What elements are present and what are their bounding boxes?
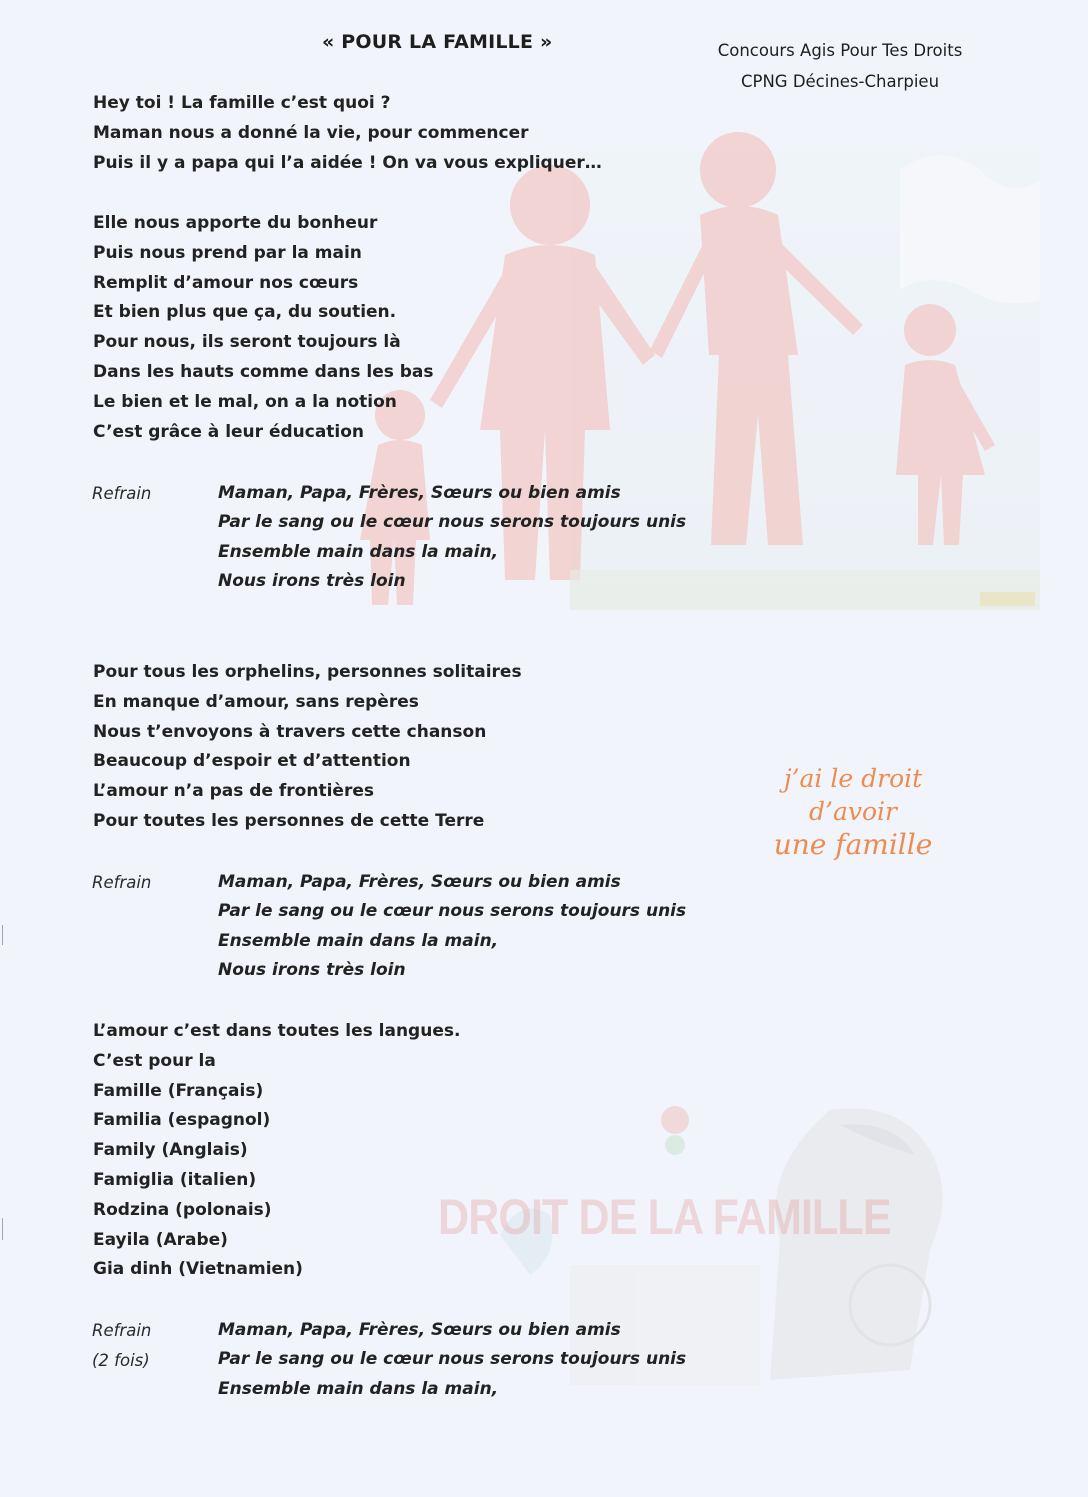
handwritten-note bbox=[748, 762, 958, 861]
lyric-line: Gia dinh (Vietnamien) bbox=[93, 1259, 303, 1280]
lyric-line: Puis nous prend par la main bbox=[93, 242, 362, 263]
lyric-line: C’est pour la bbox=[93, 1050, 216, 1071]
lyric-line: L’amour c’est dans toutes les langues. bbox=[93, 1021, 461, 1041]
refrain-line: Maman, Papa, Frères, Sœurs ou bien amis bbox=[218, 483, 621, 503]
refrain-line: Ensemble main dans la main, bbox=[218, 930, 499, 951]
lyric-line: L’amour n’a pas de frontières bbox=[93, 781, 374, 802]
refrain-line: Maman, Papa, Frères, Sœurs ou bien amis bbox=[218, 872, 621, 892]
lyric-line: Dans les hauts comme dans les bas bbox=[93, 361, 434, 382]
refrain-repeat-text: (2 fois) bbox=[92, 1351, 150, 1370]
refrain-line: Nous irons très loin bbox=[218, 571, 406, 592]
verse-2 bbox=[93, 658, 522, 837]
refrain-label: Refrain bbox=[92, 484, 152, 503]
lyric-line: Maman nous a donné la vie, pour commencer bbox=[93, 122, 529, 143]
verse-3 bbox=[93, 1017, 460, 1285]
lyric-line: Pour nous, ils seront toujours là bbox=[93, 332, 401, 353]
page-title: « POUR LA FAMILLE » bbox=[322, 31, 553, 53]
refrain-line: Par le sang ou le cœur nous serons toujours unis bbox=[218, 1349, 687, 1370]
refrain-line: Ensemble main dans la main, bbox=[218, 1378, 499, 1399]
scan-mark bbox=[2, 1218, 3, 1240]
handwritten-line: j’ai le droit bbox=[783, 764, 923, 793]
lyric-line: Rodzina (polonais) bbox=[93, 1199, 272, 1220]
contest-name: Concours Agis Pour Tes Droits bbox=[717, 41, 963, 60]
scan-mark bbox=[2, 925, 3, 945]
refrain-line: Ensemble main dans la main, bbox=[218, 541, 499, 562]
lyric-line: Pour tous les orphelins, personnes solitaires bbox=[93, 662, 522, 682]
refrain-label bbox=[92, 1316, 151, 1376]
lyric-line: Eayila (Arabe) bbox=[93, 1229, 228, 1250]
school-name: CPNG Décines-Charpieu bbox=[740, 72, 940, 91]
verse-1 bbox=[93, 209, 434, 447]
intro-stanza bbox=[93, 89, 602, 178]
droit-de-la-famille-banner: DROIT DE LA FAMILLE bbox=[438, 1189, 891, 1245]
lyric-line: Le bien et le mal, on a la notion bbox=[93, 391, 397, 412]
handwritten-line: une famille bbox=[773, 828, 933, 861]
refrain-label: Refrain bbox=[92, 873, 152, 892]
lyric-line: Family (Anglais) bbox=[93, 1140, 248, 1161]
lyric-line: Pour toutes les personnes de cette Terre bbox=[93, 810, 485, 831]
lyric-line: Hey toi ! La famille c’est quoi ? bbox=[93, 93, 391, 113]
lyric-line: Nous t’envoyons à travers cette chanson bbox=[93, 721, 487, 742]
refrain-line: Maman, Papa, Frères, Sœurs ou bien amis bbox=[218, 1320, 621, 1340]
refrain-line: Par le sang ou le cœur nous serons toujours unis bbox=[218, 512, 687, 533]
header-info bbox=[700, 35, 980, 97]
refrain-line: Nous irons très loin bbox=[218, 960, 406, 981]
lyric-line: Familia (espagnol) bbox=[93, 1110, 271, 1131]
lyric-line: Beaucoup d’espoir et d’attention bbox=[93, 751, 411, 772]
refrain-label-text: Refrain bbox=[92, 1321, 152, 1340]
lyric-line: Elle nous apporte du bonheur bbox=[93, 213, 378, 233]
handwritten-line: d’avoir bbox=[809, 797, 897, 826]
lyric-line: En manque d’amour, sans repères bbox=[93, 691, 419, 712]
lyric-line: Et bien plus que ça, du soutien. bbox=[93, 302, 397, 323]
lyric-line: Famille (Français) bbox=[93, 1080, 264, 1101]
refrain-line: Par le sang ou le cœur nous serons toujours unis bbox=[218, 901, 687, 922]
lyric-line: C’est grâce à leur éducation bbox=[93, 421, 365, 442]
lyric-line: Famiglia (italien) bbox=[93, 1169, 257, 1190]
lyric-line: Puis il y a papa qui l’a aidée ! On va vous expliquer… bbox=[93, 152, 602, 173]
lyric-line: Remplit d’amour nos cœurs bbox=[93, 272, 359, 293]
